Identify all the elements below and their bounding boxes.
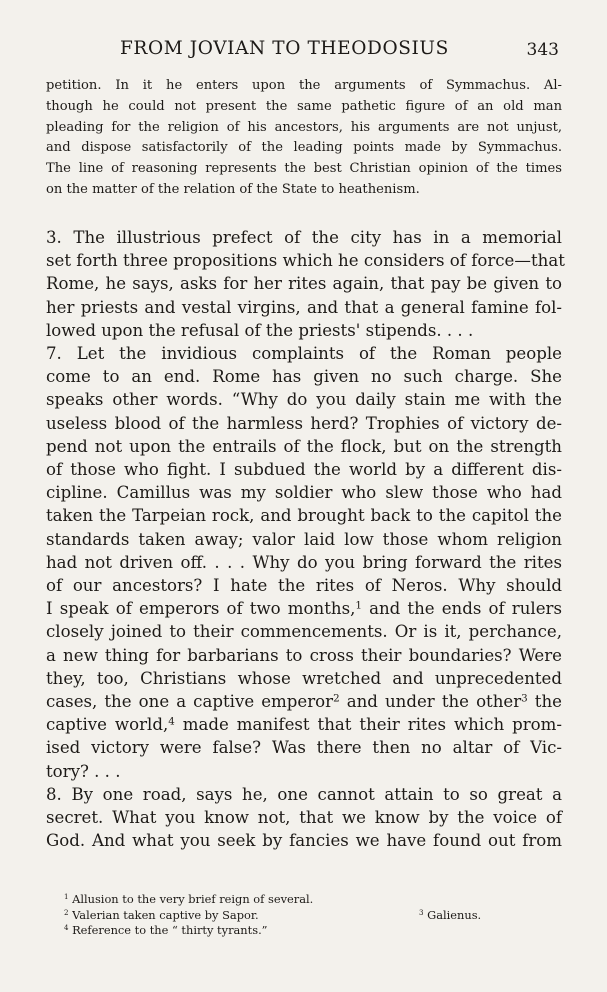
text-line: lowed upon the refusal of the priests' stipends. . . . — [46, 320, 474, 340]
text-line: they, too, Christians whose wretched and unprecedented — [46, 668, 562, 688]
footnotes — [64, 892, 544, 939]
text-line-with-note — [46, 597, 562, 620]
text-segment: made manifest that their rites which prom- — [182, 715, 562, 735]
text-line: useless blood of the harmless herd? Trophies of victory de- — [46, 413, 562, 433]
text-line: had not driven off. . . . Why do you bring forward the rites — [46, 552, 562, 572]
footnote-number: 2 — [64, 907, 69, 917]
text-line: pend not upon the entrails of the flock, but on the strength — [46, 436, 562, 456]
intro-line: though he could not present the same pathetic figure of an old man — [46, 98, 562, 114]
text-line: closely joined to their commencements. Or is it, perchance, — [46, 622, 562, 642]
text-segment: I speak of emperors of two months, — [46, 599, 356, 619]
text-line: 3. The illustrious prefect of the city has in a memorial — [46, 228, 562, 247]
footnote-number: 1 — [64, 892, 69, 902]
footnote-3 — [419, 908, 481, 924]
text-line: cipline. Camillus was my soldier who slew those who had — [46, 483, 562, 503]
footnote-text: Allusion to the very brief reign of several. — [72, 892, 314, 906]
footnote-number: 4 — [64, 923, 69, 933]
text-line: set forth three propositions which he considers of force—that — [46, 251, 565, 271]
text-line: Rome, he says, asks for her rites again, that pay be given to — [46, 274, 562, 294]
text-segment: the — [534, 692, 562, 712]
text-line: of our ancestors? I hate the rites of Neros. Why should — [46, 576, 562, 596]
footnote-text: Reference to the “ thirty tyrants.” — [72, 923, 268, 938]
footnote-marker: 3 — [521, 692, 528, 705]
text-line: come to an end. Rome has given no such charge. She — [46, 367, 562, 387]
running-head — [0, 38, 607, 64]
text-segment: and under the other — [346, 692, 522, 712]
text-line: standards taken away; valor laid low those whom religion — [46, 529, 562, 549]
intro-line: pleading for the religion of his ancestors, his arguments are not unjust, — [46, 119, 562, 135]
text-line: God. And what you seek by fancies we have found out from — [46, 831, 562, 851]
page-number: 343 — [526, 40, 559, 60]
text-line: of those who fight. I subdued the world by a different dis- — [46, 460, 562, 480]
text-line: her priests and vestal virgins, and that a general famine fol- — [46, 297, 562, 317]
footnote-marker: 4 — [168, 715, 175, 728]
text-segment: cases, the one a captive emperor — [46, 692, 334, 712]
footnote-4 — [64, 923, 544, 939]
footnote-number: 3 — [419, 907, 424, 917]
text-line-with-note — [46, 690, 562, 713]
text-line: ised victory were false? Was there then no altar of Vic- — [46, 738, 562, 758]
intro-line: petition. In it he enters upon the arguments of Symmachus. Al- — [46, 78, 562, 93]
footnote-2 — [64, 908, 544, 924]
text-line: taken the Tarpeian rock, and brought back to the capitol the — [46, 506, 562, 526]
footnote-marker: 2 — [333, 692, 340, 705]
text-line-with-note — [46, 713, 562, 736]
text-line: tory? . . . — [46, 761, 121, 781]
text-segment: and the ends of rulers — [369, 599, 562, 619]
introductory-note — [46, 76, 562, 201]
text-line: 7. Let the invidious complaints of the Roman people — [46, 344, 562, 364]
text-line: speaks other words. “Why do you daily stain me with the — [46, 390, 562, 410]
footnote-1 — [64, 892, 544, 908]
text-line: 8. By one road, says he, one cannot attain to so great a — [46, 784, 562, 804]
intro-line: The line of reasoning represents the best Christian opinion of the times — [46, 161, 562, 177]
main-text — [46, 226, 565, 852]
text-line: secret. What you know not, that we know by the voice of — [46, 808, 562, 828]
text-segment: captive world, — [46, 715, 169, 735]
footnote-marker: 1 — [355, 599, 362, 612]
text-line: a new thing for barbarians to cross their boundaries? Were — [46, 645, 562, 665]
footnote-text: Galienus. — [427, 907, 482, 922]
footnote-text: Valerian taken captive by Sapor. — [72, 907, 259, 922]
intro-line: on the matter of the relation of the State to heathenism. — [46, 181, 420, 197]
intro-line: and dispose satisfactorily of the leading points made by Symmachus. — [46, 140, 562, 156]
chapter-title: FROM JOVIAN TO THEODOSIUS — [120, 38, 449, 59]
